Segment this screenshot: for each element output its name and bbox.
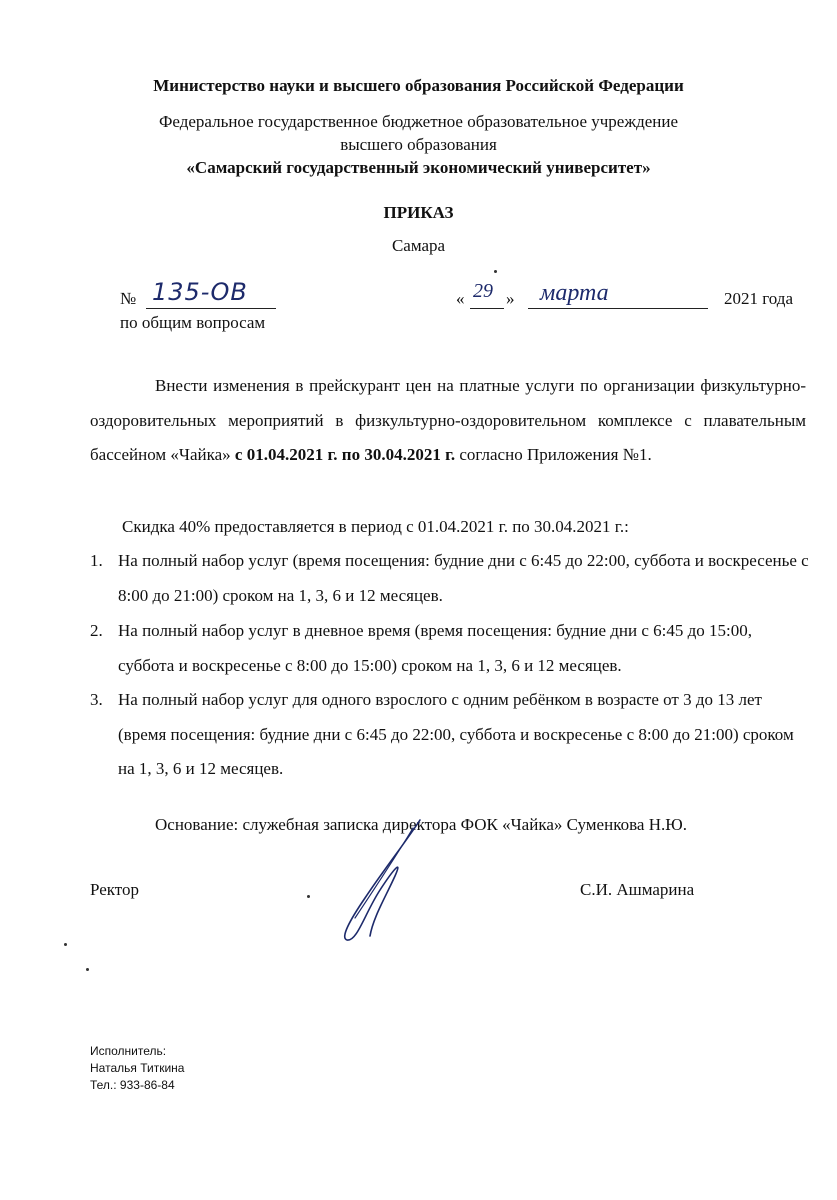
order-number-label: № (120, 289, 137, 308)
university-name: «Самарский государственный экономический университет» (186, 158, 651, 177)
institution-line-1: Федеральное государственное бюджетное образовательное учреждение (158, 112, 679, 131)
list-item-text: На полный набор услуг в дневное время (время посещения: будние дни с 6:45 до 15:00, суббота и воскресенье с 8:00 до 15:00) сроком на 1, 3, 6 и 12 месяцев. (118, 621, 752, 675)
list-item-text: На полный набор услуг для одного взрослого с одним ребёнком в возрасте от 3 до 13 лет (время посещения: будние дни с 6:45 до 22:00, суббота и воскресенье с 8:00 до 21:00) сроком на 1, 3, 6 и 12 месяцев. (118, 690, 794, 778)
order-number-line (146, 308, 276, 309)
scan-speck (86, 968, 89, 971)
p1-period: с 01.04.2021 г. по 30.04.2021 г. (234, 445, 456, 464)
list-item-number: 3. (90, 690, 103, 709)
city: Самара (391, 236, 446, 255)
date-month-handwritten: марта (540, 280, 609, 306)
executor-label: Исполнитель: (90, 1044, 167, 1058)
scan-speck (494, 270, 497, 273)
p1-end: согласно Приложения №1. (459, 445, 652, 464)
order-number-handwritten: 135-ОВ (152, 278, 248, 306)
date-day-line (470, 308, 504, 309)
signatory-position: Ректор (90, 880, 140, 899)
order-subject: по общим вопросам (120, 313, 266, 332)
executor-name: Наталья Титкина (90, 1061, 185, 1075)
signatory-name: С.И. Ашмарина (580, 880, 695, 899)
institution-line-2: высшего образования (340, 135, 497, 154)
date-year: 2021 года (724, 289, 794, 308)
handwritten-signature-icon (325, 818, 435, 948)
executor-phone: Тел.: 933-86-84 (90, 1078, 175, 1092)
list-item-number: 1. (90, 551, 103, 570)
date-open-quote: « (456, 289, 465, 308)
list-item-text: На полный набор услуг (время посещения: будние дни с 6:45 до 22:00, суббота и воскресенье с 8:00 до 21:00) сроком на 1, 3, 6 и 12 месяцев. (118, 551, 809, 605)
basis-line: Основание: служебная записка директора ФОК «Чайка» Суменкова Н.Ю. (155, 815, 687, 834)
p1-start: Внести изменения в прейскурант цен на платные услуги по организации физкультурно-оздоровительных мероприятий в физкультурно-оздоровительном комплексе с плавательным бассейном «Чайка» (90, 376, 806, 464)
scan-speck (64, 943, 67, 946)
paragraph-discount: Скидка 40% предоставляется в период с 01.04.2021 г. по 30.04.2021 г.: (122, 517, 629, 536)
date-day-handwritten: 29 (473, 280, 493, 302)
date-close-quote: » (506, 289, 515, 308)
paragraph-price-change (90, 369, 806, 473)
ministry-heading: Министерство науки и высшего образования Российской Федерации (153, 76, 684, 95)
list-item-number: 2. (90, 621, 103, 640)
date-month-line (528, 308, 708, 309)
document-title: ПРИКАЗ (383, 203, 454, 222)
scan-speck (307, 895, 310, 898)
